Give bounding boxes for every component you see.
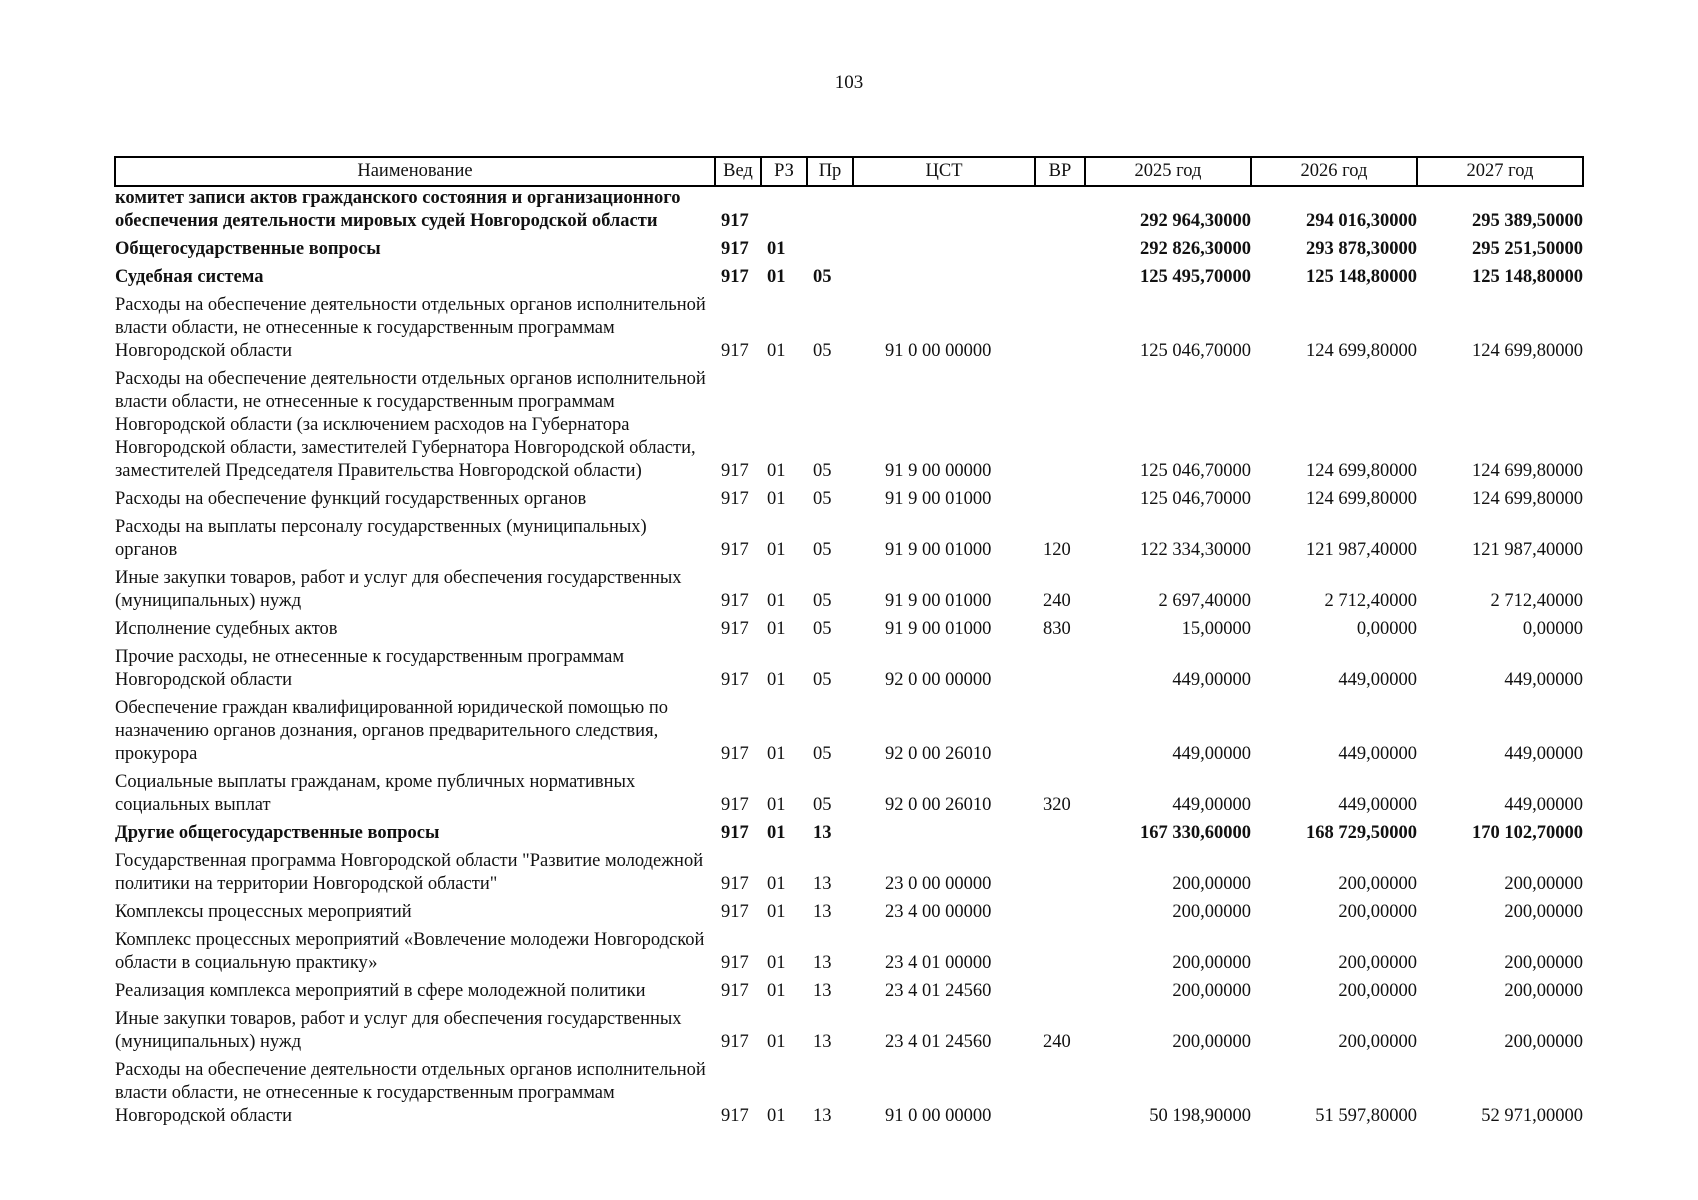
header-name: Наименование — [115, 157, 715, 186]
row-pr: 05 — [813, 795, 832, 815]
row-name: Расходы на обеспечение функций государственных органов — [115, 489, 587, 509]
row-pr: 05 — [813, 619, 832, 639]
row-pr: 05 — [813, 670, 832, 690]
row-amount-2026: 294 016,30000 — [1306, 211, 1417, 231]
row-pr: 13 — [813, 1106, 832, 1126]
header-ved: Вед — [715, 157, 761, 186]
table-body — [115, 186, 1583, 1133]
row-amount-2025: 200,00000 — [1172, 1032, 1251, 1052]
row-amount-2025: 200,00000 — [1172, 902, 1251, 922]
header-2025: 2025 год — [1085, 157, 1251, 186]
row-amount-2025: 122 334,30000 — [1140, 540, 1251, 560]
row-rz: 01 — [767, 267, 786, 287]
row-rz — [761, 186, 807, 238]
row-rz: 01 — [767, 540, 786, 560]
row-rz: 01 — [767, 591, 786, 611]
row-amount-2026: 2 712,40000 — [1324, 591, 1417, 611]
row-pr: 05 — [813, 461, 832, 481]
row-amount-2025: 125 495,70000 — [1140, 267, 1251, 287]
row-amount-2026: 200,00000 — [1338, 902, 1417, 922]
row-amount-2027: 449,00000 — [1504, 795, 1583, 815]
row-cst: 91 0 00 00000 — [885, 341, 992, 361]
row-rz: 01 — [767, 239, 786, 259]
row-amount-2027: 449,00000 — [1504, 670, 1583, 690]
page-number: 103 — [834, 72, 864, 93]
row-name: Расходы на обеспечение деятельности отдельных органов исполнительной власти области, не отнесенные к государственным программам Новгородской области (за исключением расходов на Губернатора Новгородской области, заместителей Губернатора Новгородской области, заместителей Председателя Правительства Новгородской области) — [115, 369, 706, 481]
row-amount-2025: 125 046,70000 — [1140, 461, 1251, 481]
row-name: Иные закупки товаров, работ и услуг для обеспечения государственных (муниципальных) нужд — [115, 1009, 682, 1052]
row-amount-2027: 295 251,50000 — [1472, 239, 1583, 259]
row-vr — [1035, 488, 1085, 516]
row-amount-2026: 449,00000 — [1338, 744, 1417, 764]
row-amount-2026: 200,00000 — [1338, 1032, 1417, 1052]
row-vr: 830 — [1043, 619, 1071, 639]
row-ved: 917 — [721, 591, 749, 611]
row-name: Обеспечение граждан квалифицированной юридической помощью по назначению органов дознания, органов предварительного следствия, прокурора — [115, 698, 668, 764]
row-rz: 01 — [767, 1032, 786, 1052]
header-cst: ЦСТ — [853, 157, 1035, 186]
row-name: Государственная программа Новгородской области "Развитие молодежной политики на территории Новгородской области" — [115, 851, 704, 894]
row-amount-2027: 200,00000 — [1504, 953, 1583, 973]
table-row — [115, 901, 1583, 929]
row-ved: 917 — [721, 670, 749, 690]
row-vr — [1035, 980, 1085, 1008]
table-header — [115, 157, 1583, 186]
row-pr: 05 — [813, 341, 832, 361]
row-cst: 92 0 00 00000 — [885, 670, 992, 690]
table-row — [115, 186, 1583, 238]
row-amount-2027: 170 102,70000 — [1472, 823, 1583, 843]
row-amount-2025: 15,00000 — [1181, 619, 1251, 639]
row-rz: 01 — [767, 489, 786, 509]
table-row — [115, 368, 1583, 488]
row-rz: 01 — [767, 1106, 786, 1126]
row-ved: 917 — [721, 211, 749, 231]
row-cst: 23 0 00 00000 — [885, 874, 992, 894]
row-amount-2027: 295 389,50000 — [1472, 211, 1583, 231]
row-ved: 917 — [721, 341, 749, 361]
row-amount-2027: 124 699,80000 — [1472, 341, 1583, 361]
table-row — [115, 618, 1583, 646]
table-row — [115, 266, 1583, 294]
row-amount-2026: 121 987,40000 — [1306, 540, 1417, 560]
table-row — [115, 294, 1583, 368]
row-vr — [1035, 266, 1085, 294]
table-row — [115, 567, 1583, 618]
row-amount-2027: 200,00000 — [1504, 902, 1583, 922]
table-row — [115, 850, 1583, 901]
row-amount-2025: 449,00000 — [1172, 670, 1251, 690]
row-rz: 01 — [767, 953, 786, 973]
row-amount-2027: 200,00000 — [1504, 874, 1583, 894]
row-vr — [1035, 186, 1085, 238]
row-ved: 917 — [721, 953, 749, 973]
row-pr: 05 — [813, 489, 832, 509]
row-amount-2027: 124 699,80000 — [1472, 489, 1583, 509]
row-vr: 120 — [1043, 540, 1071, 560]
row-amount-2026: 200,00000 — [1338, 981, 1417, 1001]
row-cst — [853, 238, 1035, 266]
row-rz: 01 — [767, 902, 786, 922]
row-ved: 917 — [721, 540, 749, 560]
row-amount-2026: 168 729,50000 — [1306, 823, 1417, 843]
row-name: Иные закупки товаров, работ и услуг для обеспечения государственных (муниципальных) нужд — [115, 568, 682, 611]
row-amount-2026: 200,00000 — [1338, 953, 1417, 973]
header-pr: Пр — [807, 157, 853, 186]
row-vr — [1035, 822, 1085, 850]
row-amount-2025: 200,00000 — [1172, 981, 1251, 1001]
row-cst: 23 4 01 24560 — [885, 981, 992, 1001]
row-vr — [1035, 1059, 1085, 1133]
header-2026: 2026 год — [1251, 157, 1417, 186]
row-amount-2027: 2 712,40000 — [1490, 591, 1583, 611]
row-amount-2025: 167 330,60000 — [1140, 823, 1251, 843]
budget-table — [114, 156, 1584, 1133]
row-amount-2025: 125 046,70000 — [1140, 489, 1251, 509]
row-amount-2025: 200,00000 — [1172, 874, 1251, 894]
row-amount-2025: 125 046,70000 — [1140, 341, 1251, 361]
row-pr: 05 — [813, 540, 832, 560]
row-vr — [1035, 238, 1085, 266]
row-vr — [1035, 368, 1085, 488]
row-amount-2027: 124 699,80000 — [1472, 461, 1583, 481]
row-cst: 92 0 00 26010 — [885, 795, 992, 815]
row-name: Прочие расходы, не отнесенные к государственным программам Новгородской области — [115, 647, 625, 690]
row-ved: 917 — [721, 744, 749, 764]
row-rz: 01 — [767, 795, 786, 815]
row-pr: 13 — [813, 874, 832, 894]
row-rz: 01 — [767, 874, 786, 894]
row-vr — [1035, 901, 1085, 929]
row-name: Расходы на обеспечение деятельности отдельных органов исполнительной власти области, не отнесенные к государственным программам Новгородской области — [115, 1060, 706, 1126]
row-amount-2025: 2 697,40000 — [1158, 591, 1251, 611]
header-row — [115, 157, 1583, 186]
row-name: Реализация комплекса мероприятий в сфере молодежной политики — [115, 981, 646, 1001]
row-ved: 917 — [721, 823, 749, 843]
header-2027: 2027 год — [1417, 157, 1583, 186]
row-cst — [853, 186, 1035, 238]
row-amount-2027: 52 971,00000 — [1481, 1106, 1583, 1126]
row-vr — [1035, 294, 1085, 368]
row-name: Судебная система — [115, 267, 264, 287]
row-rz: 01 — [767, 981, 786, 1001]
row-rz: 01 — [767, 744, 786, 764]
table-row — [115, 646, 1583, 697]
row-amount-2027: 200,00000 — [1504, 1032, 1583, 1052]
row-ved: 917 — [721, 1032, 749, 1052]
table-row — [115, 238, 1583, 266]
row-pr: 13 — [813, 1032, 832, 1052]
row-rz: 01 — [767, 461, 786, 481]
row-cst: 91 9 00 01000 — [885, 591, 992, 611]
row-ved: 917 — [721, 795, 749, 815]
row-cst — [853, 822, 1035, 850]
row-name: Расходы на обеспечение деятельности отдельных органов исполнительной власти области, не отнесенные к государственным программам Новгородской области — [115, 295, 706, 361]
row-amount-2026: 0,00000 — [1356, 619, 1417, 639]
row-pr: 13 — [813, 823, 832, 843]
row-name: Комплекс процессных мероприятий «Вовлечение молодежи Новгородской области в социальную практику» — [115, 930, 705, 973]
table-row — [115, 516, 1583, 567]
header-vr: ВР — [1035, 157, 1085, 186]
row-amount-2026: 124 699,80000 — [1306, 489, 1417, 509]
row-amount-2025: 292 964,30000 — [1140, 211, 1251, 231]
table-row — [115, 929, 1583, 980]
row-ved: 917 — [721, 461, 749, 481]
row-ved: 917 — [721, 981, 749, 1001]
row-pr: 13 — [813, 953, 832, 973]
row-amount-2027: 200,00000 — [1504, 981, 1583, 1001]
row-rz: 01 — [767, 619, 786, 639]
row-amount-2027: 121 987,40000 — [1472, 540, 1583, 560]
row-amount-2026: 200,00000 — [1338, 874, 1417, 894]
row-vr: 240 — [1043, 591, 1071, 611]
row-rz: 01 — [767, 341, 786, 361]
row-name: Исполнение судебных актов — [115, 619, 338, 639]
row-amount-2026: 125 148,80000 — [1306, 267, 1417, 287]
row-ved: 917 — [721, 619, 749, 639]
row-amount-2025: 292 826,30000 — [1140, 239, 1251, 259]
row-amount-2026: 293 878,30000 — [1306, 239, 1417, 259]
row-pr: 05 — [813, 591, 832, 611]
row-ved: 917 — [721, 489, 749, 509]
table-row — [115, 822, 1583, 850]
header-rz: РЗ — [761, 157, 807, 186]
row-name: Комплексы процессных мероприятий — [115, 902, 412, 922]
row-cst: 91 9 00 01000 — [885, 540, 992, 560]
table-row — [115, 697, 1583, 771]
row-name: Другие общегосударственные вопросы — [115, 823, 440, 843]
row-amount-2027: 0,00000 — [1522, 619, 1583, 639]
row-pr — [807, 186, 853, 238]
row-amount-2027: 125 148,80000 — [1472, 267, 1583, 287]
table-row — [115, 1008, 1583, 1059]
row-amount-2026: 124 699,80000 — [1306, 461, 1417, 481]
row-amount-2026: 449,00000 — [1338, 795, 1417, 815]
row-cst: 91 0 00 00000 — [885, 1106, 992, 1126]
row-amount-2025: 50 198,90000 — [1149, 1106, 1251, 1126]
row-amount-2025: 449,00000 — [1172, 744, 1251, 764]
row-vr: 240 — [1043, 1032, 1071, 1052]
table-row — [115, 488, 1583, 516]
row-name: Расходы на выплаты персоналу государственных (муниципальных) органов — [115, 517, 647, 560]
row-ved: 917 — [721, 239, 749, 259]
row-ved: 917 — [721, 902, 749, 922]
table-row — [115, 980, 1583, 1008]
row-vr — [1035, 929, 1085, 980]
row-pr — [807, 238, 853, 266]
table-row — [115, 1059, 1583, 1133]
row-name: Социальные выплаты гражданам, кроме публичных нормативных социальных выплат — [115, 772, 636, 815]
row-vr — [1035, 646, 1085, 697]
row-rz: 01 — [767, 823, 786, 843]
row-vr — [1035, 850, 1085, 901]
budget-table-container — [114, 156, 1584, 1133]
row-pr: 05 — [813, 744, 832, 764]
row-amount-2026: 124 699,80000 — [1306, 341, 1417, 361]
row-amount-2025: 449,00000 — [1172, 795, 1251, 815]
row-vr: 320 — [1043, 795, 1071, 815]
row-amount-2027: 449,00000 — [1504, 744, 1583, 764]
row-rz: 01 — [767, 670, 786, 690]
row-ved: 917 — [721, 267, 749, 287]
row-vr — [1035, 697, 1085, 771]
row-amount-2026: 449,00000 — [1338, 670, 1417, 690]
row-cst: 91 9 00 01000 — [885, 489, 992, 509]
row-cst: 23 4 01 24560 — [885, 1032, 992, 1052]
row-name: комитет записи актов гражданского состояния и организационного обеспечения деятельности мировых судей Новгородской области — [115, 188, 681, 231]
row-cst: 91 9 00 01000 — [885, 619, 992, 639]
row-cst: 91 9 00 00000 — [885, 461, 992, 481]
table-row — [115, 771, 1583, 822]
row-pr: 13 — [813, 902, 832, 922]
row-amount-2025: 200,00000 — [1172, 953, 1251, 973]
row-ved: 917 — [721, 1106, 749, 1126]
row-cst: 23 4 00 00000 — [885, 902, 992, 922]
row-cst: 92 0 00 26010 — [885, 744, 992, 764]
row-amount-2026: 51 597,80000 — [1315, 1106, 1417, 1126]
row-pr: 05 — [813, 267, 832, 287]
row-name: Общегосударственные вопросы — [115, 239, 381, 259]
row-ved: 917 — [721, 874, 749, 894]
row-pr: 13 — [813, 981, 832, 1001]
row-cst: 23 4 01 00000 — [885, 953, 992, 973]
row-cst — [853, 266, 1035, 294]
